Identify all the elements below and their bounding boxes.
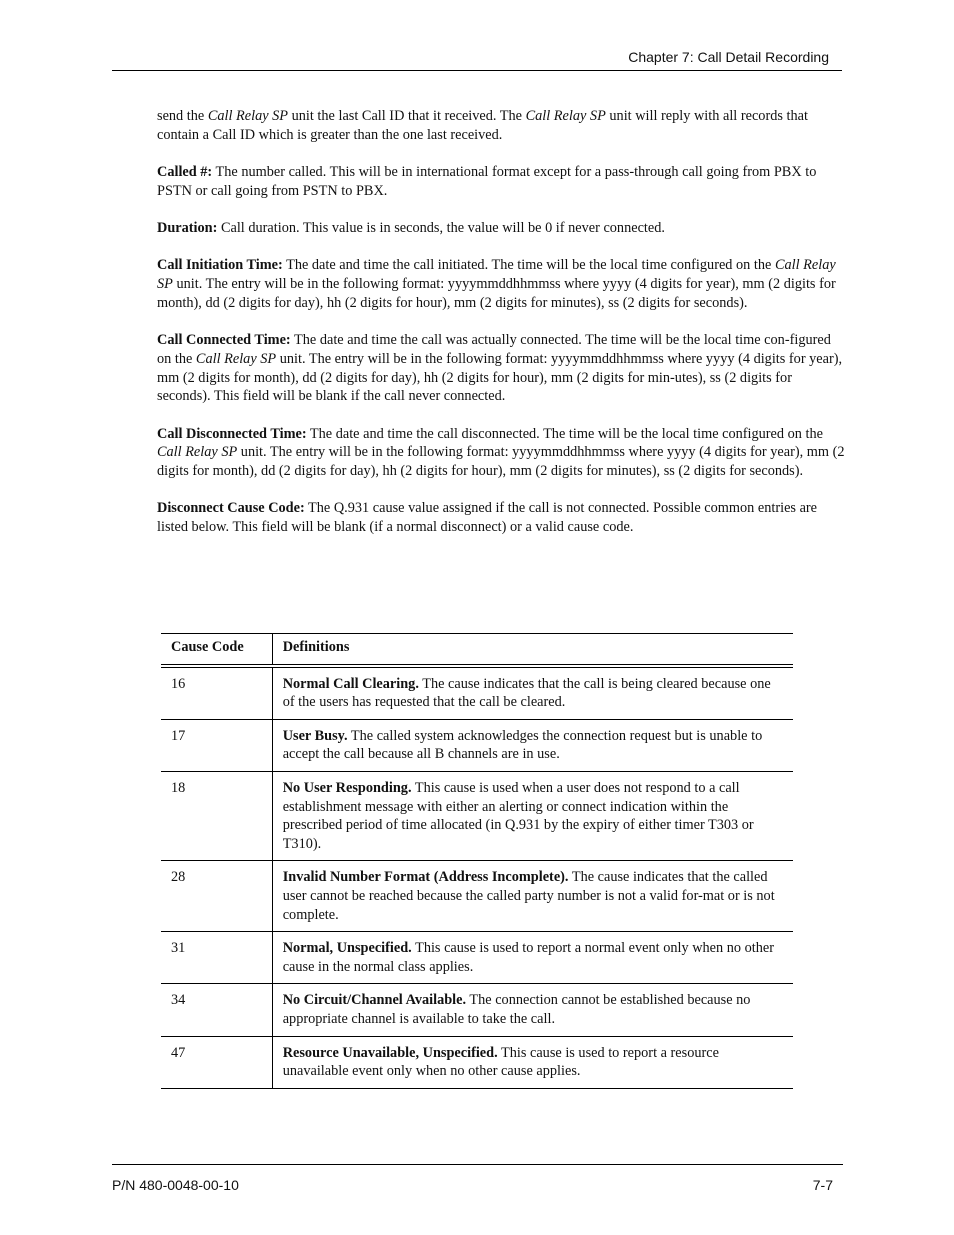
intro-paragraph: [157, 107, 845, 145]
part-number: P/N 480-0048-00-10: [112, 1177, 239, 1193]
definition-text: The cause indicates that the call is being cleared because one of the users has requested that the call be cleared.: [282, 675, 771, 711]
table-row: [161, 719, 793, 771]
cause-code-cell: 34: [161, 984, 272, 1036]
definition-cell: [272, 771, 793, 860]
body-text: [157, 107, 845, 555]
cause-code-table: [161, 633, 793, 1089]
definition-text: The cause indicates that the called user cannot be reached because the called party number is not a valid for-mat or is not complete.: [282, 869, 775, 923]
disconnected-text-1: The date and time the call disconnected. The time will be the local time configured on the: [306, 425, 823, 442]
initiation-text-1: The date and time the call initiated. The time will be the local time configured on the: [282, 257, 775, 274]
definition-term: Resource Unavailable, Unspecified.: [282, 1044, 498, 1061]
connected-text-1: The date and time the call was actually connected. The time will be the local time con-figured on the: [157, 331, 831, 367]
duration-label: Duration:: [157, 219, 218, 236]
intro-product-name-1: Call Relay SP: [207, 108, 289, 124]
called-paragraph: [157, 163, 845, 201]
table-header-row: [161, 634, 793, 666]
header-cause-code: Cause Code: [161, 634, 272, 666]
disconnected-product-name: Call Relay SP: [157, 444, 238, 461]
header-definitions: Definitions: [272, 634, 793, 666]
cause-code-cell: 16: [161, 666, 272, 720]
definition-text: This cause is used to report a resource unavailable event only when no other cause applies.: [282, 1044, 719, 1080]
running-header: Chapter 7: Call Detail Recording: [628, 49, 829, 65]
definition-cell: [272, 861, 793, 932]
definition-cell: [272, 666, 793, 720]
table-row: [161, 932, 793, 984]
definition-cell: [272, 719, 793, 771]
intro-text-3: unit will reply with all records that contain a Call ID which is greater than the one last received.: [157, 108, 808, 143]
definition-cell: [272, 984, 793, 1036]
definition-text: This cause is used to report a normal event only when no other cause in the normal class applies.: [282, 940, 774, 975]
called-label: Called #:: [157, 163, 213, 180]
duration-paragraph: [157, 219, 845, 238]
cause-code-cell: 47: [161, 1036, 272, 1088]
initiation-paragraph: [157, 256, 845, 312]
table-row: [161, 984, 793, 1036]
table-row: [161, 1036, 793, 1088]
cause-text: The Q.931 cause value assigned if the call is not connected. Possible common entries are listed below. This field will be blank (if a normal disconnect) or a valid cause code.: [157, 500, 818, 536]
definition-cell: [272, 932, 793, 984]
definition-text: The called system acknowledges the connection request but is unable to accept the call because all B channels are in use.: [282, 727, 763, 763]
cause-code-cell: 31: [161, 932, 272, 984]
intro-product-name-2: Call Relay SP: [525, 108, 606, 124]
definition-term: Normal Call Clearing.: [282, 675, 419, 692]
cause-code-cell: 17: [161, 719, 272, 771]
footer-rule: [112, 1164, 843, 1165]
disconnected-text-2: unit. The entry will be in the following format: yyyymmddhhmmss where yyyy (4 digits for year), mm (2 digits for month), dd (2 digits for day), hh (2 digits for hour), mm (2 digits for minutes), ss (2 digits for seconds).: [157, 444, 845, 480]
cause-code-cell: 28: [161, 861, 272, 932]
initiation-text-2: unit. The entry will be in the following format: yyyymmddhhmmss where yyyy (4 digits for year), mm (2 digits for month), dd (2 digits for day), hh (2 digits for hour), mm (2 digits for minutes), ss (2 digits for seconds).: [157, 275, 836, 311]
cause-paragraph: [157, 499, 845, 537]
header-rule: [112, 70, 842, 71]
table-row: [161, 771, 793, 860]
intro-text-1: send the: [157, 108, 208, 124]
table-row: [161, 666, 793, 720]
connected-text-2: unit. The entry will be in the following format: yyyymmddhhmmss where yyyy (4 digits for year), mm (2 digits for month), dd (2 digits for day), hh (2 digits for hour), mm (2 digits for min-utes), ss (2 digits for seconds). This field will be blank if the call never connected.: [157, 350, 843, 405]
definition-text: The connection cannot be established because no appropriate channel is available to take the call.: [282, 992, 751, 1027]
connected-label: Call Connected Time:: [157, 331, 291, 348]
connected-paragraph: [157, 331, 845, 406]
called-text: The number called. This will be in international format except for a pass-through call going from PBX to PSTN or call going from PSTN to PBX.: [157, 163, 817, 199]
definition-term: No User Responding.: [282, 779, 412, 796]
disconnected-label: Call Disconnected Time:: [157, 425, 307, 442]
definition-term: Normal, Unspecified.: [282, 940, 412, 957]
definition-text: This cause is used when a user does not respond to a call establishment message with either an alerting or connect indication within the prescribed period of time allocated (in Q.931 by the expiry of either timer T303 or T310).: [282, 779, 754, 852]
duration-text: Call duration. This value is in seconds, the value will be 0 if never connected.: [217, 219, 665, 236]
initiation-product-name: Call Relay SP: [157, 257, 836, 292]
initiation-label: Call Initiation Time:: [157, 257, 283, 274]
page-number: 7-7: [812, 1177, 833, 1193]
definition-term: Invalid Number Format (Address Incomplete).: [282, 869, 569, 886]
disconnected-paragraph: [157, 425, 845, 481]
definition-cell: [272, 1036, 793, 1088]
table-row: [161, 861, 793, 932]
cause-code-cell: 18: [161, 771, 272, 860]
definition-term: User Busy.: [282, 727, 348, 744]
cause-label: Disconnect Cause Code:: [157, 500, 305, 517]
connected-product-name: Call Relay SP: [195, 350, 277, 367]
definition-term: No Circuit/Channel Available.: [282, 992, 467, 1009]
intro-text-2: unit the last Call ID that it received. The: [288, 108, 526, 124]
